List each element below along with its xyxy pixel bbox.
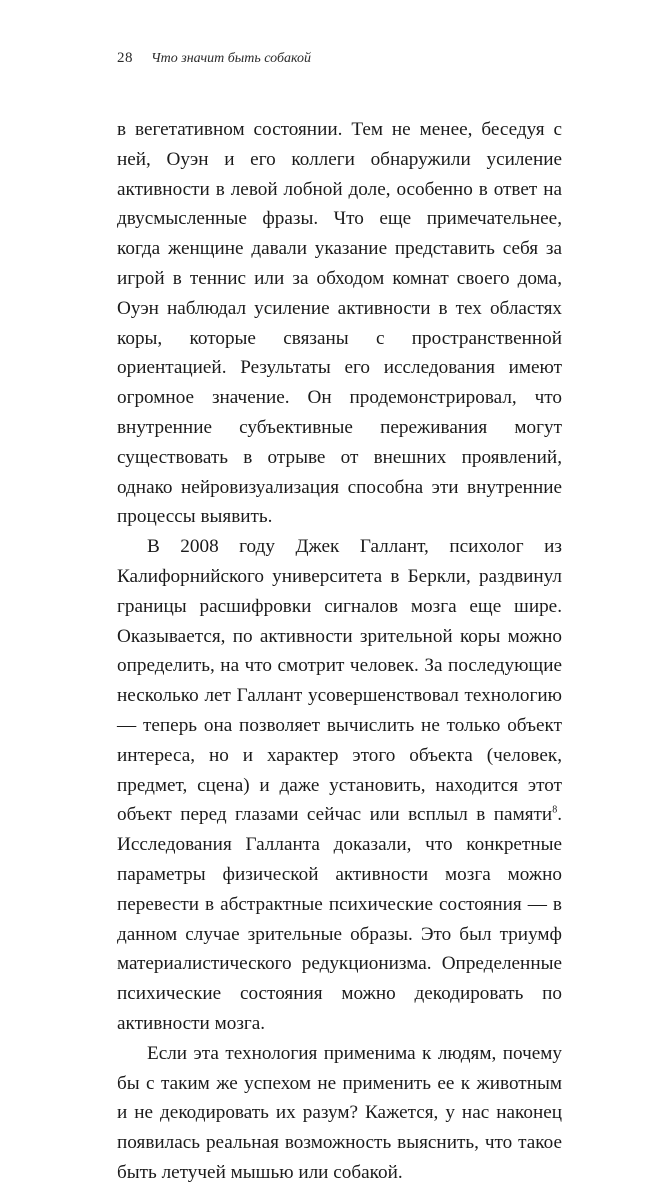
running-head [117,50,577,70]
paragraph-2-text-before-note: В 2008 году Джек Галлант, психолог из Калифорнийского университета в Беркли, раздвинул границы расшифровки сигналов мозга еще шире. Оказывается, по активности зрительной коры можно определить, на что смотрит человек. За последующие несколько лет Галлант усовершенствовал технологию — теперь она позволяет вычислить не только объект интереса, но и характер этого объекта (человек, предмет, сцена) и даже установить, находится этот объект перед глазами сейчас или всплыл в памяти [117,536,562,826]
body-text [117,115,562,1188]
paragraph-1: в вегетативном состоянии. Тем не менее, беседуя с ней, Оуэн и его коллеги обнаружили усиление активности в левой лобной доле, особенно в ответ на двусмысленные фразы. Что еще примечательнее, когда женщине давали указание представить себя за игрой в теннис или за обходом комнат своего дома, Оуэн наблюдал усиление активности в тех областях коры, которые связаны с пространственной ориентацией. Результаты его исследования имеют огромное значение. Он продемонстрировал, что внутренние субъективные переживания могут существовать в отрыве от внешних проявлений, однако нейровизуализация способна эти внутренние процессы выявить. [117,119,562,528]
footnote-marker[interactable]: 8 [552,804,558,816]
page-number: 28 [117,50,133,66]
paragraph-3: Если эта технология применима к людям, почему бы с таким же успехом не применить ее к животным и не декодировать их разум? Кажется, у нас наконец появилась реальная возможность выяснить, что такое быть летучей мышью или собакой. [117,1042,562,1183]
running-title: Что значит быть собакой [151,51,312,66]
paragraph-2-text-after-note: . Исследования Галланта доказали, что конкретные параметры физической активности мозга можно перевести в абстрактные психические состояния — в данном случае зрительные образы. Это был триумф материалистического редукционизма. Определенные психические состояния можно декодировать по активности мозга. [117,804,562,1034]
paragraph-2 [117,532,562,1039]
